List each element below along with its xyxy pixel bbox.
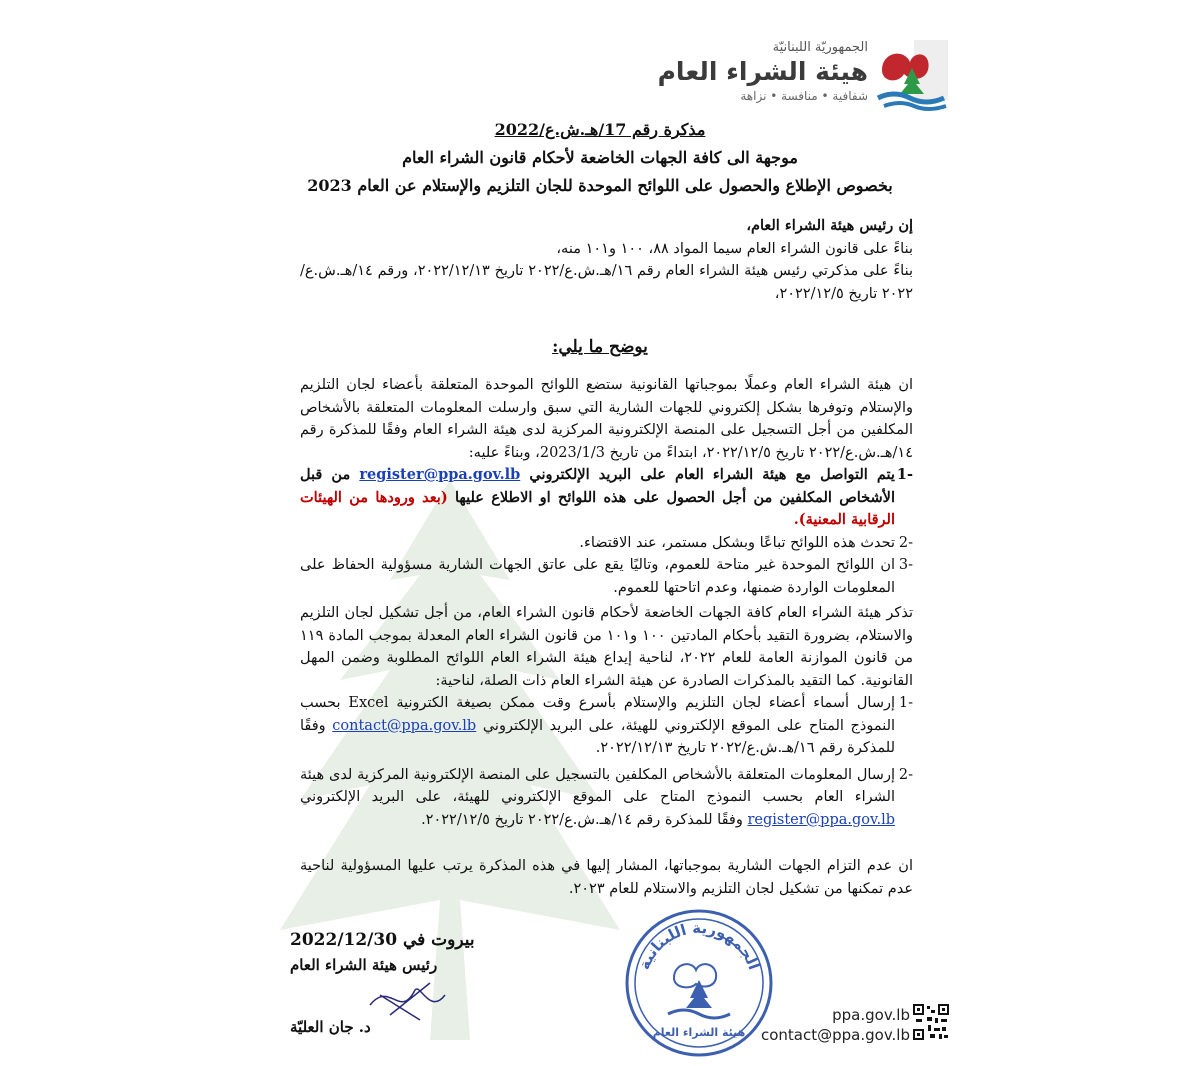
clarifies-heading: يوضح ما يلي: [552,337,648,357]
place-date: بيروت في 2022/12/30 [290,930,475,950]
item-number: -1 [896,466,913,483]
contact-email-link[interactable]: contact@ppa.gov.lb [332,717,477,734]
register-email-link[interactable]: register@ppa.gov.lb [359,466,521,483]
section-1-intro: ان هيئة الشراء العام وعملًا بموجباتها القانونية ستضع اللوائح الموحدة المتعلقة بأعضاء لجان التلزيم والإستلام وتوفرها بشكل إلكتروني للجهات الشارية التي سبق وارسلت المعلومات المتعلقة بالأشخاص المكلفين من أجل التسجيل على المنصة الإلكترونية المركزية لدى هيئة الشراء العام وفقًا للمذكرة رقم ١٤/هـ.ش.ع/٢٠٢٢ تاريخ ٢٠٢٢/١٢/٥، ابتداءً من تاريخ 2023/1/3، وبناءً عليه: [300,377,913,461]
item-text: من قبل الأشخاص المكلفين من أجل الحصول على هذه اللوائح او الاطلاع عليها [300,466,895,506]
preamble-line-3: بناءً على مذكرتي رئيس هيئة الشراء العام رقم ١٦/هـ.ش.ع/٢٠٢٢ تاريخ ٢٠٢٢/١٢/١٣، ورقم ١٤/هـ.ش.ع/٢٠٢٢ تاريخ ٢٠٢٢/١٢/٥، [300,263,914,302]
authority-tagline: شفافية • منافسة • نزاهة [740,89,868,103]
seal-arc-text: الجمهورية اللبنانية [635,918,764,973]
item-number: -2 [898,534,913,551]
signatory-title: رئيس هيئة الشراء العام [290,956,438,974]
section-2-item-2 [300,764,913,832]
item-text: ان اللوائح الموحدة غير متاحة للعموم، وتاليًا يقع على عاتق الجهات الشارية مسؤولية الحفاظ على المعلومات الواردة ضمنها، وعدم اتاحتها للعموم. [300,557,895,596]
qr-code-icon [912,1003,950,1041]
seal-bottom-text: هيئة الشراء العام [652,1026,746,1039]
preamble-line-1: إن رئيس هيئة الشراء العام، [746,217,913,234]
item-number: -3 [898,557,913,573]
authority-logo [657,40,952,112]
item-text: تحدث هذه اللوائح تباعًا وبشكل مستمر، عند الاقتضاء. [579,534,895,551]
item-number: -1 [898,695,913,711]
section-2-intro: تذكر هيئة الشراء العام كافة الجهات الخاضعة لأحكام قانون الشراء العام، من أجل تشكيل لجان التلزيم والاستلام، بضرورة التقيد بأحكام المادتين ١٠٠ و١٠١ من قانون الشراء العام المعدلة بموجب المادة ١١٩ من قانون الموازنة العامة للعام ٢٠٢٢، لناحية إيداع هيئة الشراء العام اللوائح المطلوبة وضمن المهل القانونية. كما التقيد بالمذكرات الصادرة عن هيئة الشراء العام ذات الصلة، لناحية: [300,605,913,689]
ppa-cedar-logo-icon [874,40,952,112]
preamble-line-2: بناءً على قانون الشراء العام سيما المواد ٨٨، ١٠٠ و١٠١ منه، [556,240,913,257]
item-red-note: (بعد ورودها من الهيئات الرقابية المعنية). [300,488,895,528]
item-text: وفقًا للمذكرة رقم ١٤/هـ.ش.ع/٢٠٢٢ تاريخ ٢٠٢٢/١٢/٥. [421,811,743,828]
memo-title-block [200,116,1000,200]
section-2 [300,602,913,831]
section-1 [300,374,913,599]
item-text: يتم التواصل مع هيئة الشراء العام على البريد الإلكتروني [529,466,895,483]
section-1-item-3 [300,554,913,599]
section-1-item-1 [300,464,913,532]
memo-number: مذكرة رقم 17/هـ.ش.ع/2022 [494,120,706,139]
memo-addressed-to: موجهة الى كافة الجهات الخاضعة لأحكام قانون الشراء العام [402,148,798,167]
section-2-item-1 [300,692,913,760]
memo-subject: بخصوص الإطلاع والحصول على اللوائح الموحدة للجان التلزيم والإستلام عن العام 2023 [307,176,893,195]
item-text: وفقًا للمذكرة رقم ١٦/هـ.ش.ع/٢٠٢٢ تاريخ ٢٠٢٢/١٢/١٣. [300,717,895,756]
item-text: إرسال أسماء أعضاء لجان التلزيم والإستلام بأسرع وقت ممكن بصيغة الكترونية Excel بحسب النموذج المتاح على الموقع الإلكتروني للهيئة، على البريد الإلكتروني [300,695,896,734]
website-link[interactable]: ppa.gov.lb [832,1006,910,1024]
item-number: -2 [898,766,913,783]
republic-name: الجمهوريّة اللبنانيّة [772,40,868,55]
preamble [300,215,913,305]
signatory-name: د. جان العليّة [290,1018,371,1036]
register-email-link[interactable]: register@ppa.gov.lb [747,811,895,828]
authority-name: هيئة الشراء العام [657,57,868,86]
footer-contact [761,1005,910,1045]
contact-email[interactable]: contact@ppa.gov.lb [760,1026,910,1044]
item-text: إرسال المعلومات المتعلقة بالأشخاص المكلفين بالتسجيل على المنصة الإلكترونية المركزية لدى هيئة الشراء العام بحسب النموذج المتاح على الموقع الإلكتروني للهيئة، على البريد الإلكتروني [300,766,895,805]
section-1-item-2 [300,532,913,555]
official-seal-icon [624,908,774,1058]
closing-paragraph: ان عدم التزام الجهات الشارية بموجباتها، المشار إليها في هذه المذكرة يرتب عليها المسؤولية لناحية عدم تمكنها من تشكيل لجان التلزيم والاستلام للعام ٢٠٢٣. [300,858,913,897]
